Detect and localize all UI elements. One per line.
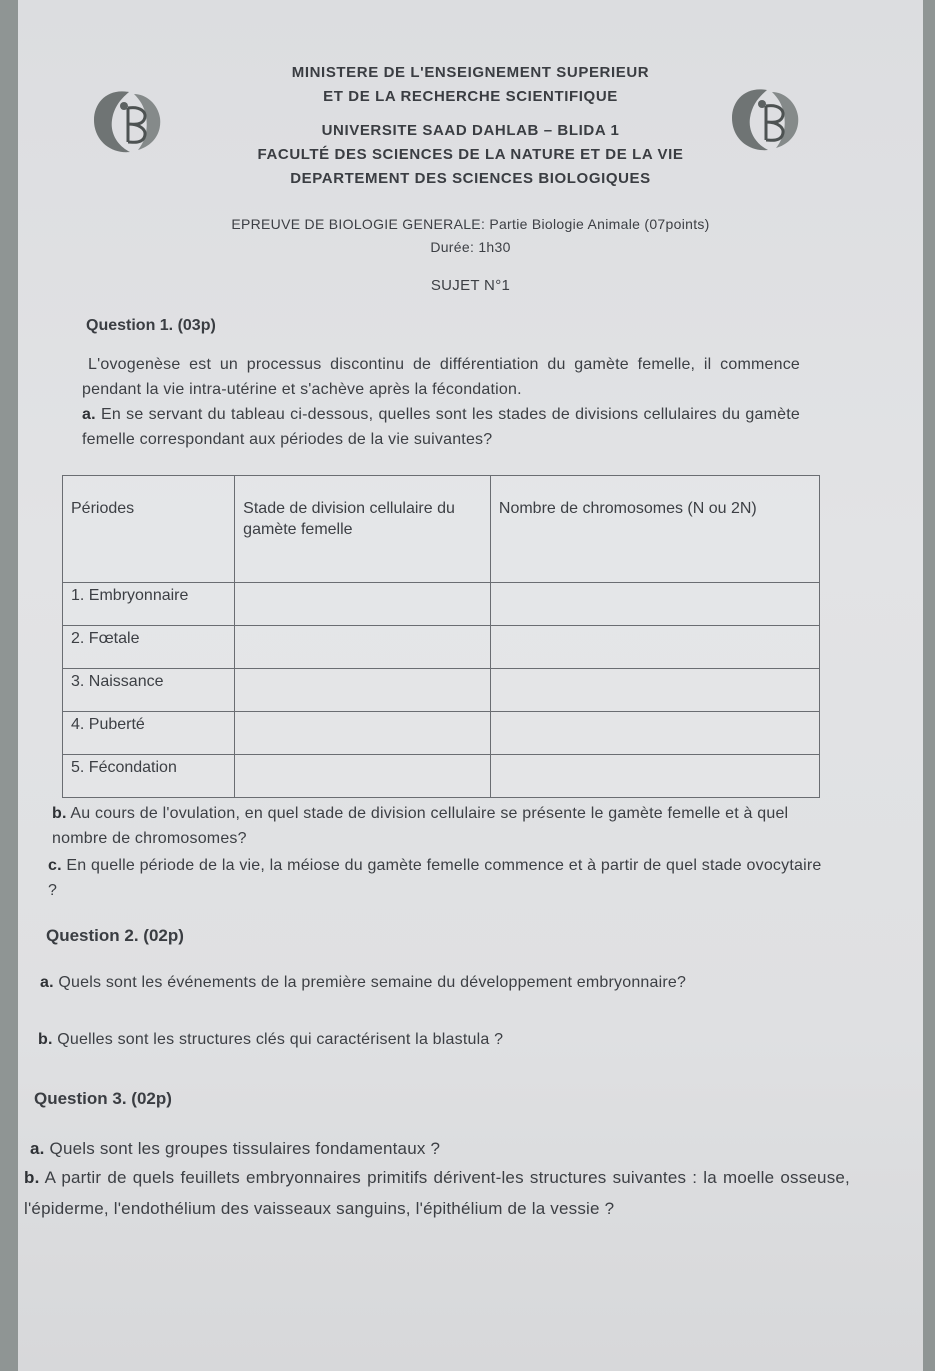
- period-cell: 1. Embryonnaire: [63, 583, 235, 626]
- period-cell: 3. Naissance: [63, 669, 235, 712]
- question-3b-label: b.: [24, 1168, 40, 1187]
- empty-cell: [490, 755, 819, 798]
- header-chromosome-count: Nombre de chromosomes (N ou 2N): [490, 476, 819, 583]
- ovogenesis-table: [62, 475, 820, 798]
- department-name: DEPARTEMENT DES SCIENCES BIOLOGIQUES: [290, 170, 651, 187]
- question-1c-label: c.: [48, 857, 62, 874]
- empty-cell: [235, 626, 491, 669]
- period-cell: 2. Fœtale: [63, 626, 235, 669]
- exam-title: EPREUVE DE BIOLOGIE GENERALE: Partie Biologie Animale (07points): [231, 216, 710, 232]
- question-1a-label: a.: [82, 406, 96, 423]
- faculty-name: FACULTÉ DES SCIENCES DE LA NATURE ET DE LA VIE: [257, 146, 684, 163]
- question-3a: [30, 1133, 850, 1164]
- question-2a: [40, 970, 836, 995]
- ministry-line-2: ET DE LA RECHERCHE SCIENTIFIQUE: [323, 88, 618, 105]
- question-1a: [82, 402, 800, 452]
- subject-number: SUJET N°1: [430, 277, 511, 294]
- empty-cell: [235, 583, 491, 626]
- question-2b-label: b.: [38, 1031, 53, 1048]
- header-periods: Périodes: [63, 476, 235, 583]
- question-2-title: Question 2. (02p): [46, 926, 184, 945]
- question-3-title: Question 3. (02p): [34, 1089, 172, 1108]
- table-row: [63, 755, 820, 798]
- question-1-intro: L'ovogenèse est un processus discontinu de différentiation du gamète femelle, il commence pendant la vie intra-utérine et s'achève après la fécondation.: [82, 356, 800, 398]
- question-2b: [38, 1027, 838, 1052]
- empty-cell: [235, 669, 491, 712]
- question-1-title: Question 1. (03p): [86, 317, 216, 334]
- exam-sheet: [18, 0, 923, 1371]
- empty-cell: [490, 669, 819, 712]
- header-division-stage: Stade de division cellulaire du gamète femelle: [235, 476, 491, 583]
- exam-duration: Durée: 1h30: [430, 239, 511, 255]
- table-row: [63, 583, 820, 626]
- empty-cell: [235, 712, 491, 755]
- period-cell: 5. Fécondation: [63, 755, 235, 798]
- question-1b: [52, 801, 822, 851]
- question-2a-label: a.: [40, 974, 54, 991]
- table-row: [63, 712, 820, 755]
- question-1c-text: En quelle période de la vie, la méiose du gamète femelle commence et à partir de quel stade ovocytaire ?: [48, 857, 822, 899]
- question-3a-label: a.: [30, 1139, 45, 1158]
- table-row: [63, 626, 820, 669]
- question-1b-text: Au cours de l'ovulation, en quel stade de division cellulaire se présente le gamète femelle et à quel nombre de chromosomes?: [52, 805, 789, 847]
- question-3b: [24, 1162, 850, 1224]
- period-cell: 4. Puberté: [63, 712, 235, 755]
- empty-cell: [490, 712, 819, 755]
- table-header-row: [63, 476, 820, 583]
- question-3a-text: Quels sont les groupes tissulaires fondamentaux ?: [49, 1139, 441, 1158]
- question-2b-text: Quelles sont les structures clés qui caractérisent la blastula ?: [57, 1031, 504, 1048]
- question-1a-text: En se servant du tableau ci-dessous, quelles sont les stades de divisions cellulaires du gamète femelle correspondant aux périodes de la vie suivantes?: [82, 406, 800, 448]
- question-3b-text: A partir de quels feuillets embryonnaires primitifs dérivent-les structures suivantes : la moelle osseuse, l'épiderme, l'endothélium des vaisseaux sanguins, l'épithélium de la vessie ?: [24, 1168, 850, 1218]
- question-1b-label: b.: [52, 805, 67, 822]
- university-name: UNIVERSITE SAAD DAHLAB – BLIDA 1: [321, 122, 620, 139]
- empty-cell: [490, 583, 819, 626]
- question-2a-text: Quels sont les événements de la première semaine du développement embryonnaire?: [58, 974, 687, 991]
- empty-cell: [490, 626, 819, 669]
- empty-cell: [235, 755, 491, 798]
- question-1c: [48, 853, 826, 903]
- ministry-line-1: MINISTERE DE L'ENSEIGNEMENT SUPERIEUR: [291, 64, 650, 81]
- table-row: [63, 669, 820, 712]
